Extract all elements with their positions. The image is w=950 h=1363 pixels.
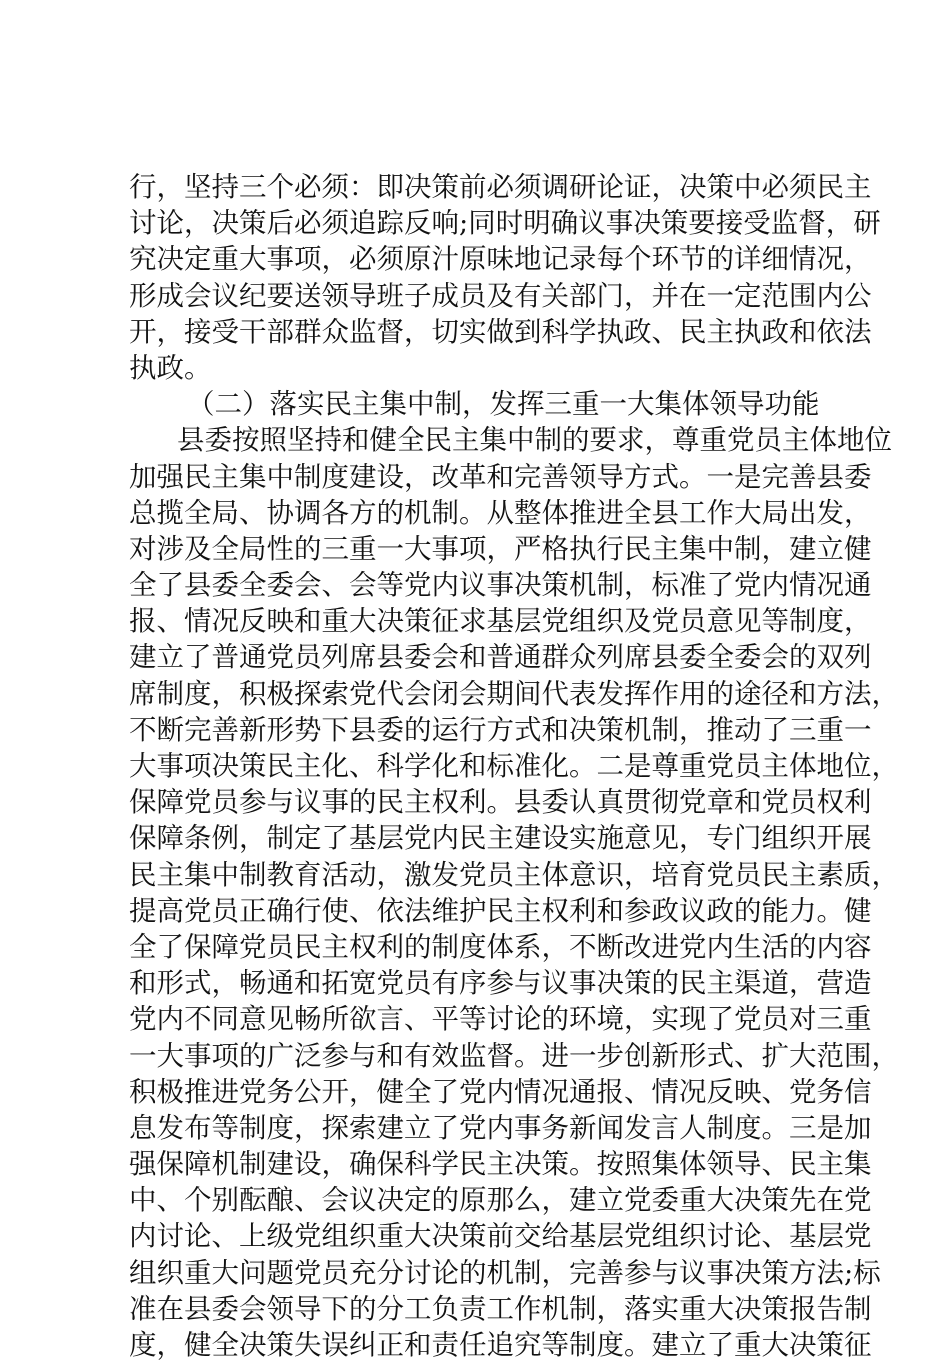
text-line: 报、情况反映和重大决策征求基层党组织及党员意见等制度，	[129, 605, 872, 638]
text-line: 提高党员正确行使、依法维护民主权利和参政议政的能力。健	[129, 894, 872, 927]
text-line: 度，健全决策失误纠正和责任追究等制度。建立了重大决策征	[129, 1329, 872, 1361]
text-line: 形成会议纪要送领导班子成员及有关部门，并在一定范围内公	[129, 279, 872, 312]
text-line: 讨论，决策后必须追踪反响;同时明确议事决策要接受监督，研	[129, 207, 881, 240]
text-line: 究决定重大事项，必须原汁原味地记录每个环节的详细情况，	[129, 243, 872, 276]
text-line: 县委按照坚持和健全民主集中制的要求，尊重党员主体地位	[177, 424, 892, 457]
text-line: 中、个别酝酿、会议决定的原那么，建立党委重大决策先在党	[129, 1184, 872, 1217]
text-line: 对涉及全局性的三重一大事项，严格执行民主集中制，建立健	[129, 532, 872, 565]
text-line: 民主集中制教育活动，激发党员主体意识，培育党员民主素质，	[129, 858, 899, 891]
text-line: 全了保障党员民主权利的制度体系，不断改进党内生活的内容	[129, 930, 872, 963]
text-line: 保障条例，制定了基层党内民主建设实施意见，专门组织开展	[129, 822, 872, 855]
text-line: 全了县委全委会、会等党内议事决策机制，标准了党内情况通	[129, 569, 872, 602]
document-body	[129, 169, 899, 1363]
text-line: 强保障机制建设，确保科学民主决策。按照集体领导、民主集	[129, 1148, 872, 1181]
text-line: 积极推进党务公开，健全了党内情况通报、情况反映、党务信	[129, 1075, 872, 1108]
text-line: 执政。	[129, 351, 212, 384]
text-line: 和形式，畅通和拓宽党员有序参与议事决策的民主渠道，营造	[129, 967, 872, 1000]
section-heading: （二）落实民主集中制，发挥三重一大集体领导功能	[187, 388, 820, 421]
text-line: 席制度，积极探索党代会闭会期间代表发挥作用的途径和方法，	[129, 677, 899, 710]
text-line: 总揽全局、协调各方的机制。从整体推进全县工作大局出发，	[129, 496, 872, 529]
text-line: 党内不同意见畅所欲言、平等讨论的环境，实现了党员对三重	[129, 1003, 872, 1036]
text-line: 建立了普通党员列席县委会和普通群众列席县委全委会的双列	[129, 641, 872, 674]
text-line: 大事项决策民主化、科学化和标准化。二是尊重党员主体地位，	[129, 750, 899, 782]
text-line: 开，接受干部群众监督，切实做到科学执政、民主执政和依法	[129, 315, 872, 348]
text-line: 保障党员参与议事的民主权利。县委认真贯彻党章和党员权利	[129, 786, 872, 819]
text-line: 内讨论、上级党组织重大决策前交给基层党组织讨论、基层党	[129, 1220, 872, 1253]
text-line: 组织重大问题党员充分讨论的机制，完善参与议事决策方法;标	[129, 1256, 881, 1289]
text-line: 加强民主集中制度建设，改革和完善领导方式。一是完善县委	[129, 460, 872, 493]
text-line: 一大事项的广泛参与和有效监督。进一步创新形式、扩大范围，	[129, 1039, 899, 1072]
text-line: 不断完善新形势下县委的运行方式和决策机制，推动了三重一	[129, 713, 872, 746]
text-line: 行，坚持三个必须：即决策前必须调研论证，决策中必须民主	[129, 171, 872, 203]
text-line: 准在县委会领导下的分工负责工作机制，落实重大决策报告制	[129, 1292, 872, 1325]
text-line: 息发布等制度，探索建立了党内事务新闻发言人制度。三是加	[129, 1111, 872, 1144]
